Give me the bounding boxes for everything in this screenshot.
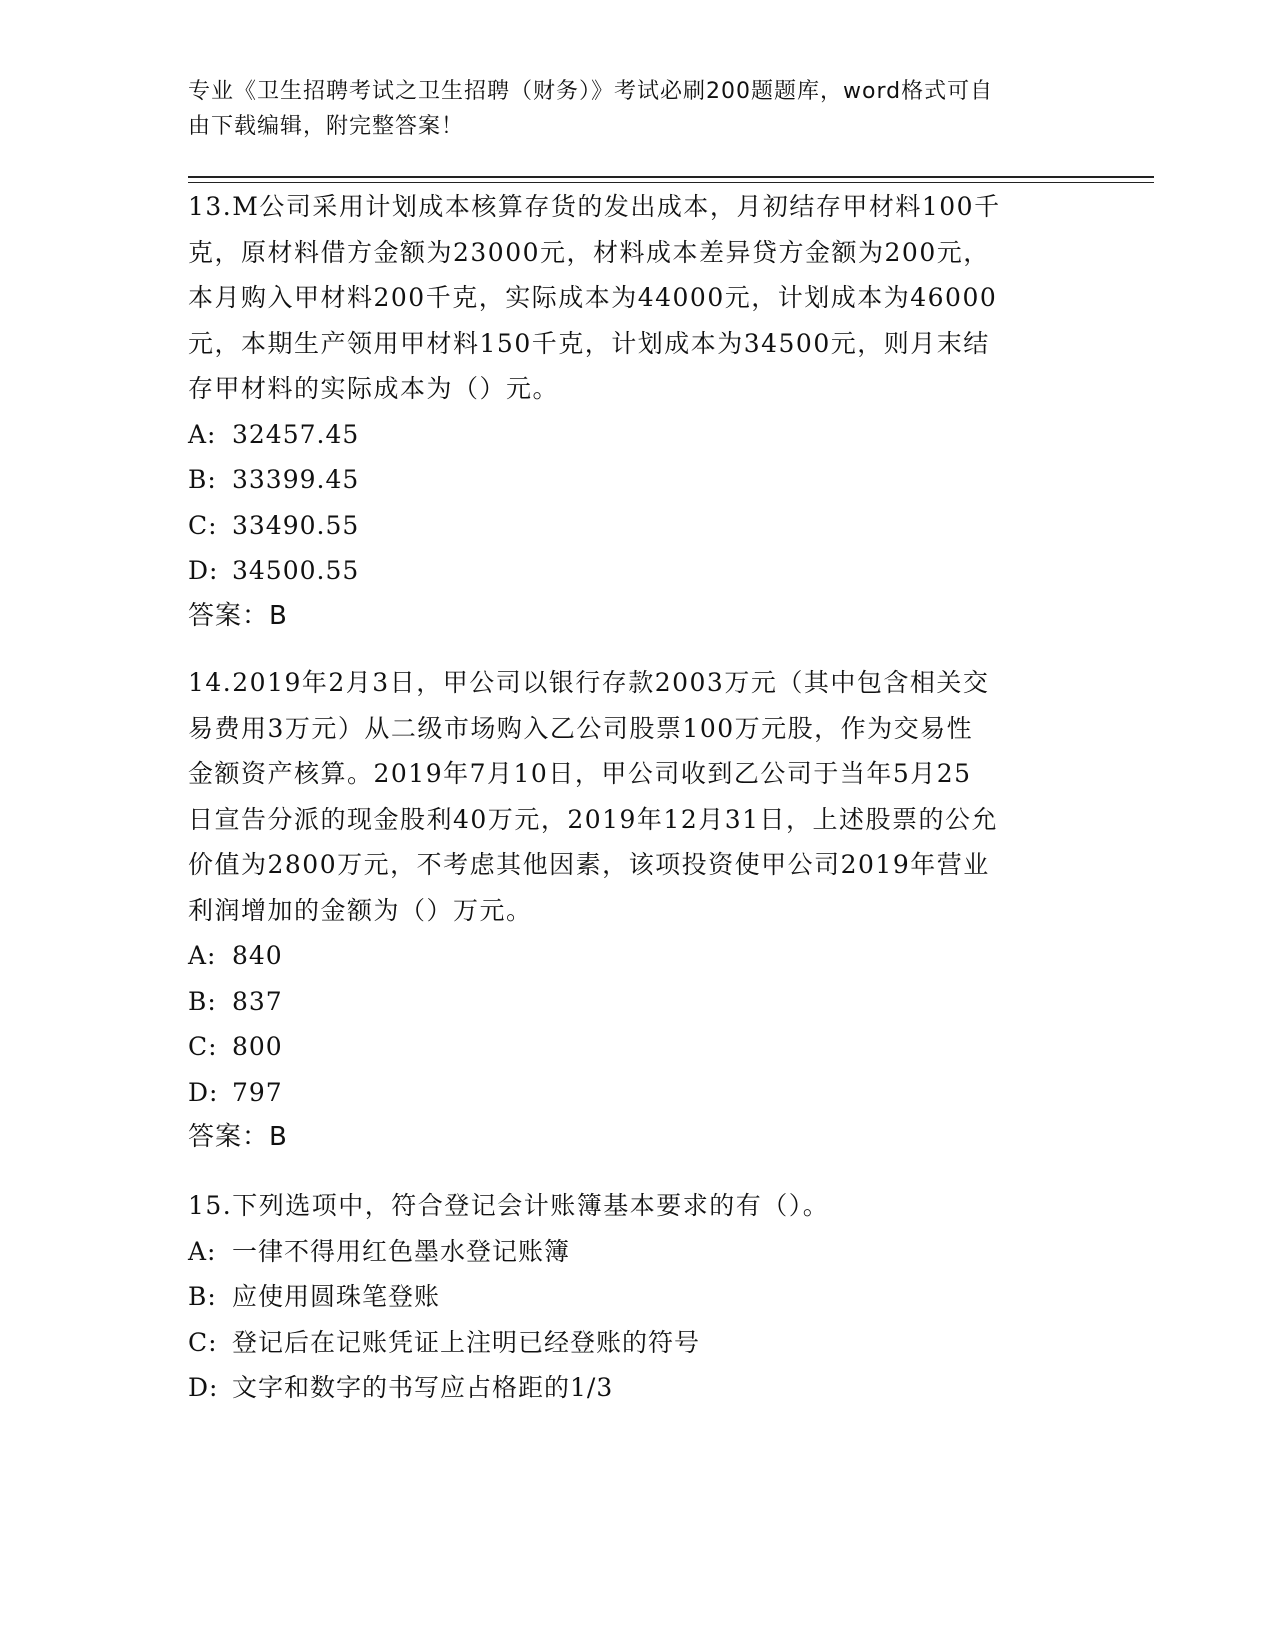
option-key: D:: [188, 556, 219, 585]
option-key: D:: [188, 1077, 219, 1107]
question-13-line: 存甲材料的实际成本为（）元。: [188, 374, 560, 403]
document-header: [188, 74, 1068, 144]
option-text: 文字和数字的书写应占格距的1/3: [232, 1373, 614, 1402]
answer: 答案：B: [188, 600, 288, 631]
option-key: B:: [188, 986, 217, 1016]
option-text: 797: [232, 1077, 283, 1107]
option-text: 33399.45: [232, 465, 360, 494]
option-key: A:: [188, 419, 217, 449]
option-text: 应使用圆珠笔登账: [232, 1282, 441, 1311]
question-14-line: 日宣告分派的现金股利40万元，2019年12月31日，上述股票的公允: [188, 804, 999, 834]
header-line-2: 由下载编辑，附完整答案！: [188, 114, 465, 139]
question-13-line: 本月购入甲材料200千克，实际成本为44000元，计划成本为46000: [188, 283, 998, 312]
question-14-line: 价值为2800万元，不考虑其他因素，该项投资使甲公司2019年营业: [188, 850, 990, 879]
question-13-line: 13.M公司采用计划成本核算存货的发出成本，月初结存甲材料100千: [188, 192, 1001, 221]
header-divider-thin: [188, 182, 1154, 183]
option-key: C:: [188, 1032, 218, 1061]
option-key: B:: [188, 1282, 217, 1311]
question-13-line: 元，本期生产领用甲材料150千克，计划成本为34500元，则月末结: [188, 328, 990, 358]
option-text: 33490.55: [232, 510, 360, 540]
option-c: [188, 503, 1088, 549]
option-text: 837: [232, 986, 283, 1016]
option-b: [188, 979, 1088, 1025]
option-text: 32457.45: [232, 419, 360, 449]
question-14-line: 金额资产核算。2019年7月10日，甲公司收到乙公司于当年5月25: [188, 759, 972, 788]
option-a: [188, 933, 1088, 979]
option-key: B:: [188, 465, 217, 494]
option-key: A:: [188, 941, 217, 970]
option-b: [188, 1274, 1088, 1320]
option-a: [188, 412, 1088, 458]
option-text: 840: [232, 941, 283, 970]
question-14-line: 利润增加的金额为（）万元。: [188, 895, 533, 925]
header-divider-thick: [188, 176, 1154, 178]
answer: 答案：B: [188, 1122, 288, 1152]
option-key: C:: [188, 1327, 218, 1357]
option-text: 34500.55: [232, 556, 360, 585]
question-13: [188, 184, 1088, 639]
option-d: [188, 1365, 1088, 1411]
option-text: 800: [232, 1032, 283, 1061]
question-14-line: 14.2019年2月3日，甲公司以银行存款2003万元（其中包含相关交: [188, 668, 990, 697]
option-text: 登记后在记账凭证上注明已经登账的符号: [232, 1327, 701, 1357]
question-15-line: 15.下列选项中，符合登记会计账簿基本要求的有（）。: [188, 1191, 830, 1220]
header-line-1: 专业《卫生招聘考试之卫生招聘（财务）》考试必刷200题题库，word格式可自: [188, 79, 994, 104]
option-a: [188, 1229, 1088, 1275]
option-key: D:: [188, 1373, 219, 1402]
option-d: [188, 1070, 1088, 1116]
option-c: [188, 1024, 1088, 1070]
question-14-line: 易费用3万元）从二级市场购入乙公司股票100万元股，作为交易性: [188, 713, 974, 743]
question-13-line: 克，原材料借方金额为23000元，材料成本差异贷方金额为200元，: [188, 237, 990, 267]
option-b: [188, 457, 1088, 503]
question-14: [188, 660, 1088, 1161]
option-c: [188, 1320, 1088, 1366]
option-d: [188, 548, 1088, 594]
option-key: C:: [188, 510, 218, 540]
option-text: 一律不得用红色墨水登记账簿: [232, 1236, 571, 1266]
question-15: [188, 1183, 1088, 1411]
option-key: A:: [188, 1236, 217, 1266]
